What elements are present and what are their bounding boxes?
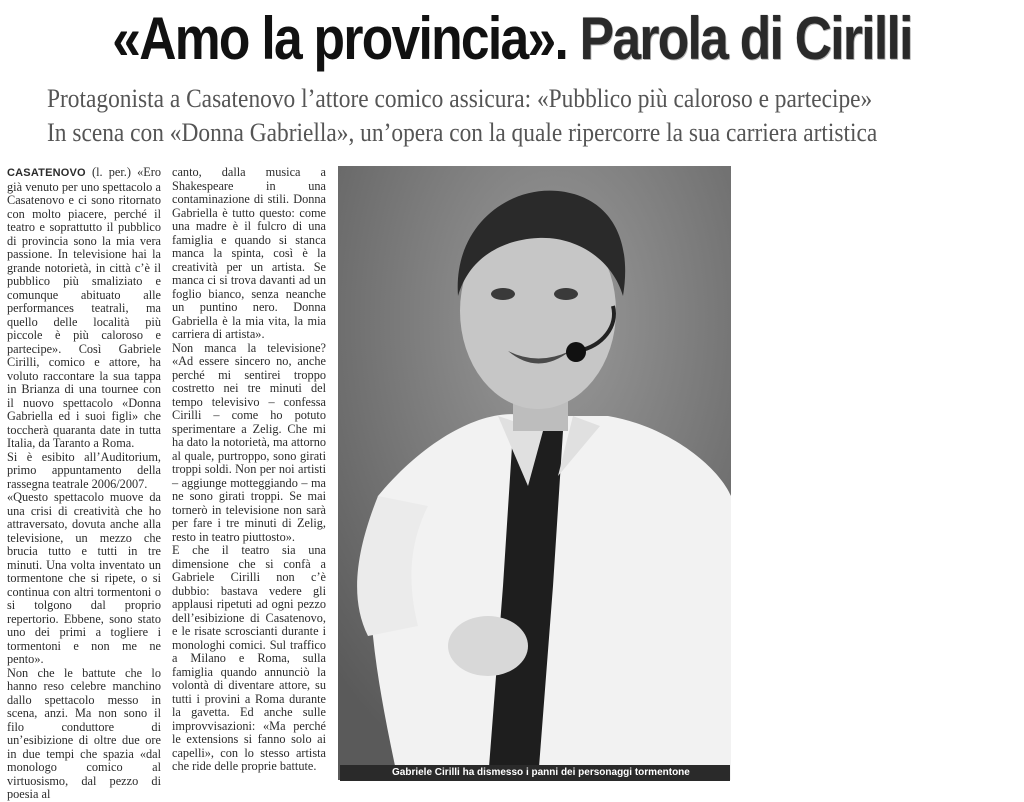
- dateline: CASATENOVO: [7, 167, 86, 179]
- article-column-1-text: (l. per.) «Ero già venuto per uno spettacolo a Casatenovo e ci sono ritornato con molto piacere, perché il teatro e soprattutto il pubblico di provincia sono la mia vera passione. In televisione hai la grande notorietà, in città c’è il pubblico più smaliziato e comunque abituato alle performances teatrali, ma quello delle località più piccole è più caloroso e partecipe». Così Gabriele Cirilli, comico e attore, ha voluto raccontare la sua tappa in Brianza di una tournee con il nuovo spettacolo «Donna Gabriella ed i suoi figli» che toccherà quaranta date in tutta Italia, da Taranto a Roma. Si è esibito all’Auditorium, primo appuntamento della rassegna teatrale 2006/2007. «Questo spettacolo muove da una crisi di creatività che ho attraversato, dovuta anche alla televisione, un mezzo che brucia tutto e tutti in tre minuti. Una volta inventato un tormentone che si ripete, o si continua con altri tormentoni o si tolgono dal proprio repertorio. Ebbene, sono stato uno dei primi a togliere i tormentoni e non me ne pento». Non che le battute che lo hanno reso celebre manchino dallo spettacolo messo in scena, anzi. Ma non sono il filo conduttore di un’esibizione di oltre due ore in due tempi che spazia «dal monologo comico al virtuosismo, dal pezzo di poesia al: [7, 165, 161, 801]
- subtitle-line-1: Protagonista a Casatenovo l’attore comico assicura: «Pubblico più caloroso e partecipe»: [47, 84, 873, 113]
- performer-photo-illustration: [338, 166, 731, 780]
- headline-quote: «Amo la provincia».: [112, 5, 568, 72]
- photo-caption: Gabriele Cirilli ha dismesso i panni dei personaggi tormentone: [340, 765, 730, 781]
- headline-attribution: Parola di Cirilli: [579, 5, 912, 72]
- headline: [72, 0, 953, 80]
- article-column-2: [172, 166, 326, 774]
- article-column-2-text: canto, dalla musica a Shakespeare in una contaminazione di stili. Donna Gabriella è tutto questo: come una madre è il fulcro di una famiglia e quando si stanca manca la spinta, così è la creatività per un artista. Se manca ci si trova davanti ad un foglio bianco, senza neanche un puntino nero. Donna Gabriella è la mia vita, la mia carriera di artista». Non manca la televisione? «Ad essere sincero no, anche perché mi sentirei troppo costretto nei tre minuti del tempo televisivo – confessa Cirilli – come ho potuto sperimentare a Zelig. Che mi ha dato la notorietà, ma attorno al quale, purtroppo, sono girati troppi soldi. Non per noi artisti – aggiunge motteggiando – ma ne sono girati troppi. Se mai tornerò in televisione non sarà per fare i tre minuti di Zelig, resto in teatro piuttosto». E che il teatro sia una dimensione che si confà a Gabriele Cirilli non c’è dubbio: bastava vedere gli applausi ripetuti ad ogni pezzo dell’esibizione di Casatenovo, e le risate scroscianti durante i monologhi comici. Sul traffico a Milano e Roma, sulla famiglia quando annunciò la volontà di diventare attore, su tutti i provini a Roma durante la gavetta. Ed anche sulle improvvisazioni: «Ma perché le extensions si fanno solo ai capelli», con lo stesso artista che ride delle proprie battute.: [172, 165, 326, 773]
- article-photo: [338, 166, 731, 780]
- article-column-1: [7, 166, 161, 802]
- subtitle-line-2: In scena con «Donna Gabriella», un’opera con la quale ripercorre la sua carriera artistica: [47, 118, 878, 147]
